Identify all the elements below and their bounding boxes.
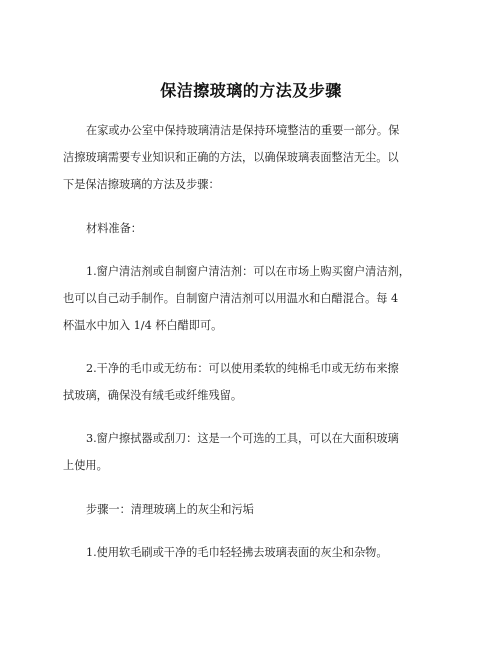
paragraph-line: 杯温水中加入 1/4 杯白醋即可。 — [63, 319, 223, 332]
paragraph-line: 也可以自己动手制作。自制窗户清洁剂可以用温水和白醋混合。每 4 — [63, 292, 399, 305]
paragraph-line: 1.窗户清洁剂或自制窗户清洁剂：可以在市场上购买窗户清洁剂， — [86, 265, 410, 278]
paragraph-line: 上使用。 — [63, 459, 108, 472]
paragraph-line: 洁擦玻璃需要专业知识和正确的方法，以确保玻璃表面整洁无尘。以 — [63, 151, 399, 164]
paragraph-line: 下是保洁擦玻璃的方法及步骤： — [63, 178, 220, 191]
section-heading: 材料准备： — [86, 222, 142, 235]
paragraph-line: 1.使用软毛刷或干净的毛巾轻轻拂去玻璃表面的灰尘和杂物。 — [86, 546, 388, 559]
paragraph-line: 3.窗户擦拭器或刮刀：这是一个可选的工具，可以在大面积玻璃 — [86, 432, 399, 445]
paragraph-line: 2.干净的毛巾或无纺布：可以使用柔软的纯棉毛巾或无纺布来擦 — [86, 362, 399, 375]
section-heading: 步骤一：清理玻璃上的灰尘和污垢 — [86, 503, 254, 516]
paragraph-line: 拭玻璃，确保没有绒毛或纤维残留。 — [63, 389, 243, 402]
document-title: 保洁擦玻璃的方法及步骤 — [160, 81, 342, 100]
paragraph-line: 在家或办公室中保持玻璃清洁是保持环境整洁的重要一部分。保 — [86, 124, 400, 137]
